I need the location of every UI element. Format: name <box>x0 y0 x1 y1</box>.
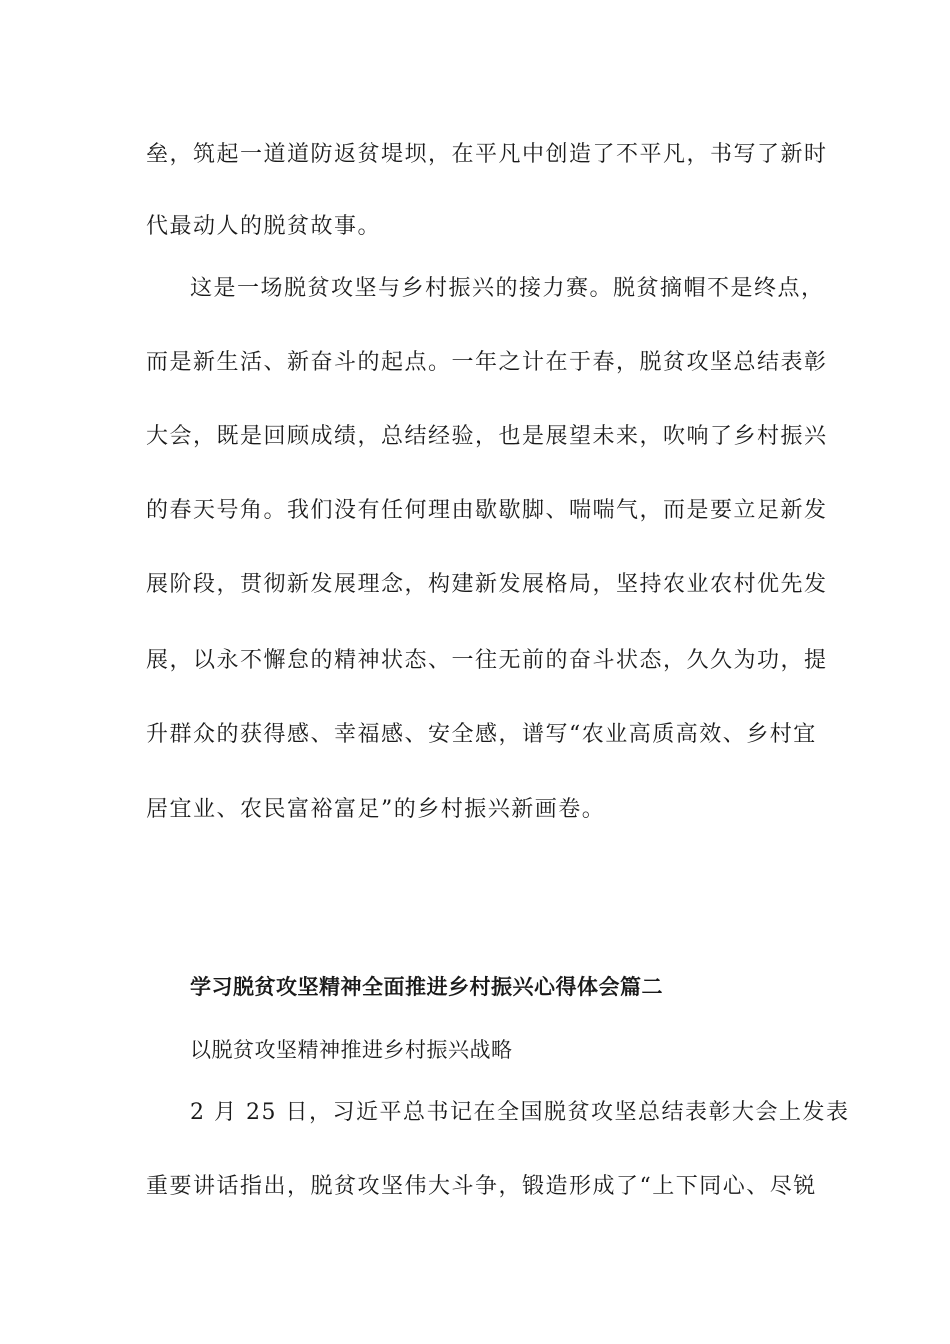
section-subheading: 以脱贫攻坚精神推进乡村振兴战略 <box>190 1038 513 1062</box>
paragraph-line: 大会，既是回顾成绩，总结经验，也是展望未来，吹响了乡村振兴 <box>146 424 828 449</box>
paragraph-line: 展阶段，贯彻新发展理念，构建新发展格局，坚持农业农村优先发 <box>146 572 828 597</box>
section-heading: 学习脱贫攻坚精神全面推进乡村振兴心得体会篇二 <box>190 974 663 999</box>
paragraph-line: 展，以永不懈怠的精神状态、一往无前的奋斗状态，久久为功，提 <box>146 648 828 673</box>
paragraph-line: 升群众的获得感、幸福感、安全感，谱写“农业高质高效、乡村宜 <box>146 722 817 747</box>
paragraph-line: 代最动人的脱贫故事。 <box>146 214 382 239</box>
paragraph-line: 居宜业、农民富裕富足”的乡村振兴新画卷。 <box>146 797 606 822</box>
paragraph-line: 而是新生活、新奋斗的起点。一年之计在于春，脱贫攻坚总结表彰 <box>146 350 828 375</box>
paragraph-line: 这是一场脱贫攻坚与乡村振兴的接力赛。脱贫摘帽不是终点， <box>190 276 825 301</box>
paragraph-line: 垒，筑起一道道防返贫堤坝，在平凡中创造了不平凡，书写了新时 <box>146 142 828 167</box>
paragraph-line: 重要讲话指出，脱贫攻坚伟大斗争，锻造形成了“上下同心、尽锐 <box>146 1174 817 1199</box>
paragraph-line: 的春天号角。我们没有任何理由歇歇脚、喘喘气，而是要立足新发 <box>146 498 828 523</box>
paragraph-line: 2 月 25 日，习近平总书记在全国脱贫攻坚总结表彰大会上发表 <box>190 1100 850 1125</box>
